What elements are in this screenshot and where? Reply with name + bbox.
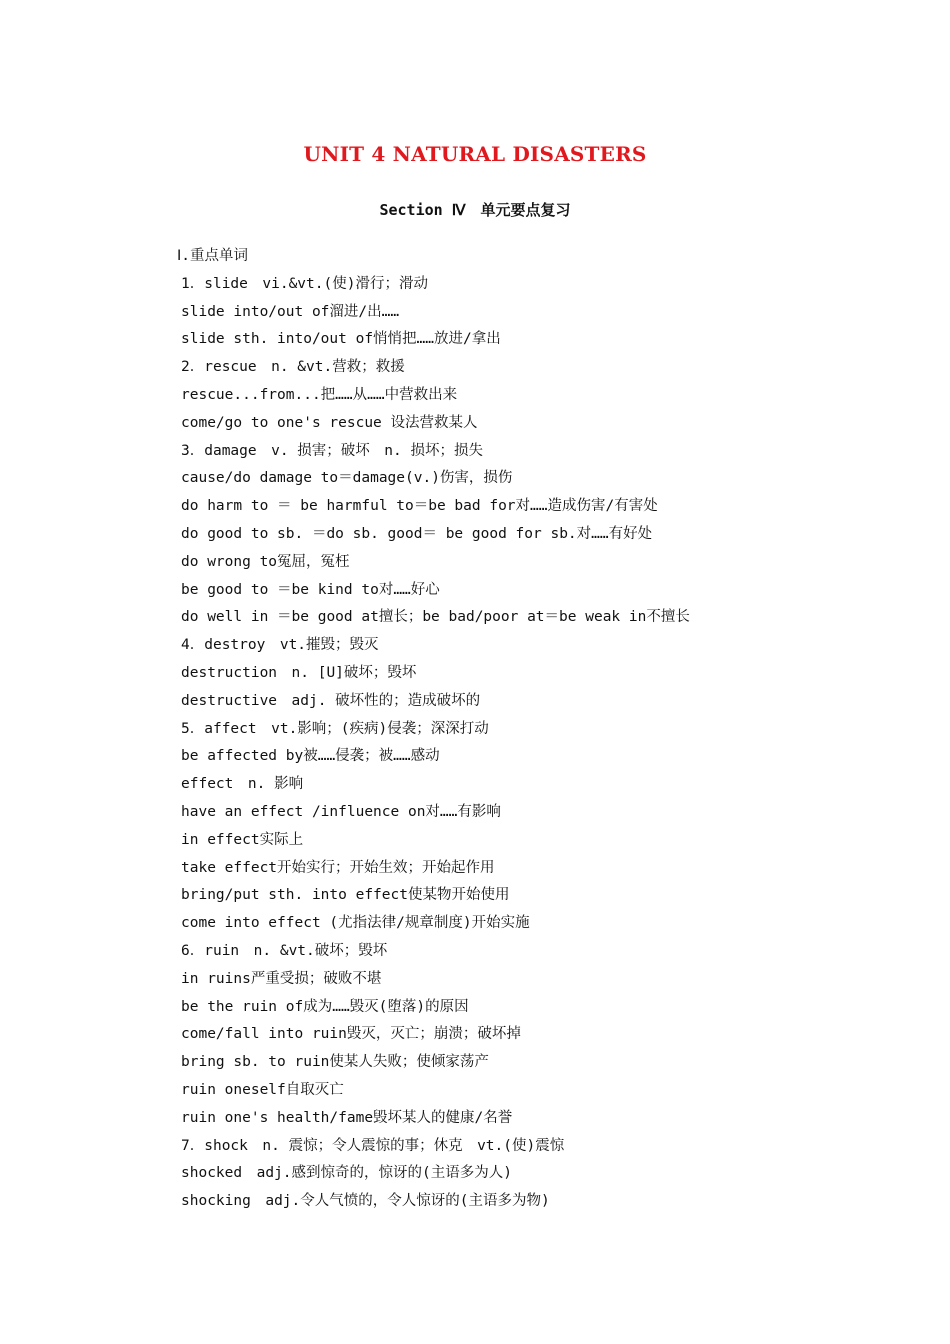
vocab-line: 7．shock n. 震惊；令人震惊的事；休克 vt.(使)震惊 (181, 1137, 565, 1154)
vocab-line: slide sth. into/out of悄悄把……放进/拿出 (181, 331, 501, 348)
vocab-line: 6．ruin n. &vt.破坏；毁坏 (181, 942, 388, 959)
vocab-line: effect n. 影响 (181, 776, 304, 793)
vocab-line: destructive adj. 破坏性的；造成破坏的 (181, 692, 481, 709)
vocab-line: ruin oneself自取灭亡 (181, 1081, 344, 1098)
vocab-line: do harm to ＝ be harmful to＝be bad for对……造成伤害/有害处 (181, 498, 658, 515)
vocab-line: destruction n. [U]破坏；毁坏 (181, 664, 417, 681)
vocab-line: have an effect /influence on对……有影响 (181, 803, 501, 820)
vocab-line: shocking adj.令人气愤的，令人惊讶的(主语多为物) (181, 1193, 550, 1210)
vocab-line: in ruins严重受损；破败不堪 (181, 970, 382, 987)
vocab-line: come/go to one's rescue 设法营救某人 (181, 414, 478, 431)
vocab-line: rescue...from...把……从……中营救出来 (181, 386, 458, 403)
vocab-line: 1．slide vi.&vt.(使)滑行；滑动 (181, 275, 428, 292)
vocab-line: bring sb. to ruin使某人失败；使倾家荡产 (181, 1054, 489, 1071)
vocab-line: be affected by被……侵袭；被……感动 (181, 748, 440, 765)
vocab-line: 3．damage v. 损害；破坏 n. 损坏；损失 (181, 442, 483, 459)
vocab-line: 2．rescue n. &vt.营救；救援 (181, 359, 405, 376)
vocab-line: come into effect (尤指法律/规章制度)开始实施 (181, 915, 530, 932)
vocab-line: slide into/out of溜进/出…… (181, 303, 400, 320)
section-subtitle: Section Ⅳ 单元要点复习 (379, 201, 571, 219)
vocab-line: 4．destroy vt.摧毁；毁灭 (181, 637, 379, 654)
vocab-line: cause/do damage to＝damage(v.)伤害，损伤 (181, 470, 513, 487)
vocab-line: do good to sb. ＝do sb. good＝ be good for sb.对……有好处 (181, 525, 653, 542)
vocab-line: bring/put sth. into effect使某物开始使用 (181, 887, 510, 904)
vocab-line: be the ruin of成为……毁灭(堕落)的原因 (181, 998, 469, 1015)
vocabulary-body (177, 243, 881, 1216)
vocab-line: do wrong to冤屈，冤枉 (181, 553, 350, 570)
vocab-line: shocked adj.感到惊奇的，惊讶的(主语多为人) (181, 1165, 512, 1182)
vocab-line: take effect开始实行；开始生效；开始起作用 (181, 859, 495, 876)
vocab-line: 5．affect vt.影响；(疾病)侵袭；深深打动 (181, 720, 489, 737)
vocab-line: be good to ＝be kind to对……好心 (181, 581, 440, 598)
vocab-line: in effect实际上 (181, 831, 304, 848)
vocab-line: come/fall into ruin毁灭，灭亡；崩溃；破坏掉 (181, 1026, 521, 1043)
section-heading: Ⅰ.重点单词 (177, 248, 249, 264)
vocab-line: ruin one's health/fame毁坏某人的健康/名誉 (181, 1109, 513, 1126)
vocab-line: do well in ＝be good at擅长；be bad/poor at＝be weak in不擅长 (181, 609, 690, 626)
unit-title: UNIT 4 NATURAL DISASTERS (303, 142, 647, 166)
